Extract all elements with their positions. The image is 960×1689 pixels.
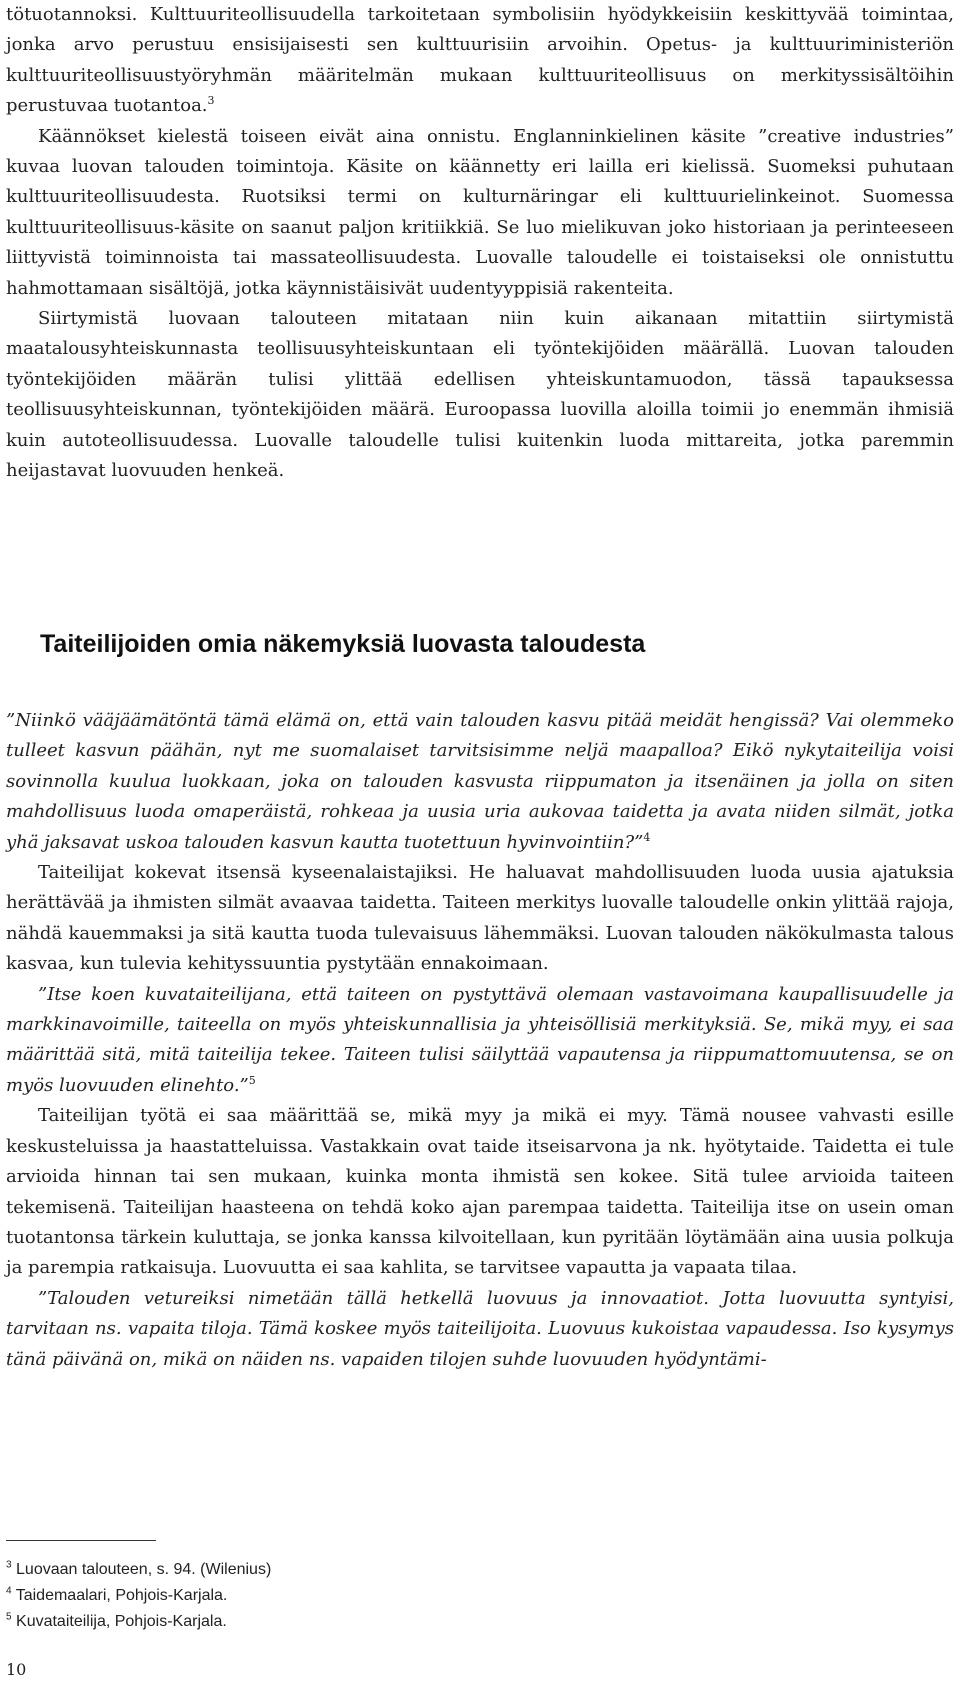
section-heading: Taiteilijoiden omia näkemyksiä luovasta taloudesta <box>40 630 646 658</box>
footnote-text: Taidemaalari, Pohjois-Karjala. <box>15 1587 228 1604</box>
footnotes <box>6 1557 271 1635</box>
document-page <box>6 0 954 1689</box>
footnote-ref: 3 <box>207 94 215 108</box>
quote-text: ”Niinkö vääjäämätöntä tämä elämä on, että vain talouden kasvu pitää meidät hengissä? Vai olemmeko tulleet kasvun päähän, nyt me suomalaiset tarvitsisimme neljä maapalloa? Eikö nykytaiteilija voisi sovinnolla kuulua luokkaan, joka on talouden kasvusta riippumaton ja itsenäinen ja jolla on siten mahdollisuus luoda omaperäistä, rohkeaa ja uusia uria aukovaa taidetta ja avata niiden silmät, jotka yhä jaksavat uskoa talouden kasvun kautta tuotettuun hyvinvointiin?” <box>6 710 954 853</box>
paragraph: Taiteilijan työtä ei saa määrittää se, mikä myy ja mikä ei myy. Tämä nousee vahvasti esille keskusteluissa ja haastatteluissa. Vastakkain ovat taide itseisarvona ja nk. hyötytaide. Taidetta ei tule arvioida hinnan tai sen mukaan, kuinka monta ihmistä sen kokee. Sitä tulee arvioida taiteen tekemisenä. Taiteilijan haasteena on tehdä koko ajan parempaa taidetta. Taiteilija itse on usein oman tuotantonsa tärkein kuluttaja, se jonka kanssa kilvoitellaan, kun pyritään löytämään aina uusia polkuja ja parempia ratkaisuja. Luovuutta ei saa kahlita, se tarvitsee vapautta ja vapaata tilaa. <box>6 1105 954 1279</box>
paragraph: Käännökset kielestä toiseen eivät aina onnistu. Englanninkielinen käsite ”creative industries” kuvaa luovan talouden toimintoja. Käsite on käännetty eri lailla eri kielissä. Suomeksi puhutaan kulttuuriteollisuudesta. Ruotsiksi termi on kulturnäringar eli kulttuurielinkeinot. Suomessa kulttuuriteollisuus-käsite on saanut paljon kritiikkiä. Se luo mielikuvan joko historiaan ja perinteeseen liittyvistä toiminnoista tai massateollisuudesta. Luovalle taloudelle ei toistaiseksi ole onnistuttu hahmottamaan sisältöjä, jotka käynnistäisivät uudentyyppisiä rakenteita. <box>6 125 954 299</box>
paragraph-text: tötuotannoksi. Kulttuuriteollisuudella tarkoitetaan symbolisiin hyödykkeisiin keskittyvää toimintaa, jonka arvo perustuu ensisijaisesti sen kulttuurisiin arvoihin. Opetus- ja kulttuuriministeriön kulttuuriteollisuustyöryhmän määritelmän mukaan kulttuuriteollisuus on merkityssisältöihin perustuvaa tuotantoa. <box>6 4 954 117</box>
quote-paragraph <box>6 706 954 858</box>
paragraph <box>6 0 954 122</box>
footnote-ref: 4 <box>643 830 651 844</box>
quote-text: ”Itse koen kuvataiteilijana, että taiteen on pystyttävä olemaan vastavoimana kaupallisuudelle ja markkinavoimille, taiteella on myös yhteiskunnallisia ja yhteisöllisiä merkityksiä. Se, mikä myy, ei saa määrittää sitä, mitä taiteilija tekee. Taiteen tulisi säilyttää vapautensa ja riippumattomuutensa, se on myös luovuuden elinehto.” <box>6 983 954 1096</box>
footnote-ref: 5 <box>248 1073 256 1087</box>
footnote-number: 5 <box>6 1611 12 1623</box>
footnote-text: Luovaan talouteen, s. 94. (Wilenius) <box>16 1561 272 1578</box>
footnote-number: 4 <box>6 1585 12 1597</box>
section-body <box>6 706 954 1375</box>
quote-paragraph: ”Talouden vetureiksi nimetään tällä hetkellä luovuus ja innovaatiot. Jotta luovuutta syntyisi, tarvitaan ns. vapaita tiloja. Tämä koskee myös taiteilijoita. Luovuus kukoistaa vapaudessa. Iso kysymys tänä päivänä on, mikä on näiden ns. vapaiden tilojen suhde luovuuden hyödyntämi- <box>6 1287 954 1370</box>
paragraph: Taiteilijat kokevat itsensä kyseenalaistajiksi. He haluavat mahdollisuuden luoda uusia ajatuksia herättävää ja ihmisten silmät avaavaa taidetta. Taiteen merkitys luovalle taloudelle onkin ylittää rajoja, nähdä kauemmaksi ja sitä kautta tuoda tulevaisuus lähemmäksi. Luovan talouden näkökulmasta talous kasvaa, kun tulevia kehityssuuntia pystytään ennakoimaan. <box>6 862 954 975</box>
footnote-divider <box>6 1540 156 1541</box>
footnote-text: Kuvataiteilija, Pohjois-Karjala. <box>16 1613 227 1630</box>
footnote <box>6 1583 271 1609</box>
paragraph: Siirtymistä luovaan talouteen mitataan niin kuin aikanaan mitattiin siirtymistä maatalousyhteiskunnasta teollisuusyhteiskuntaan eli työntekijöiden määrällä. Luovan talouden työntekijöiden määrän tulisi ylittää edellisen yhteiskuntamuodon, tässä tapauksessa teollisuusyhteiskunnan, työntekijöiden määrä. Euroopassa luovilla aloilla toimii jo enemmän ihmisiä kuin autoteollisuudessa. Luovalle taloudelle tulisi kuitenkin luoda mittareita, jotka paremmin heijastavat luovuuden henkeä. <box>6 308 954 482</box>
page-number: 10 <box>6 1660 27 1679</box>
quote-paragraph <box>6 980 954 1102</box>
footnote <box>6 1609 271 1635</box>
footnote-number: 3 <box>6 1559 12 1571</box>
footnote <box>6 1557 271 1583</box>
body-text <box>6 0 954 487</box>
